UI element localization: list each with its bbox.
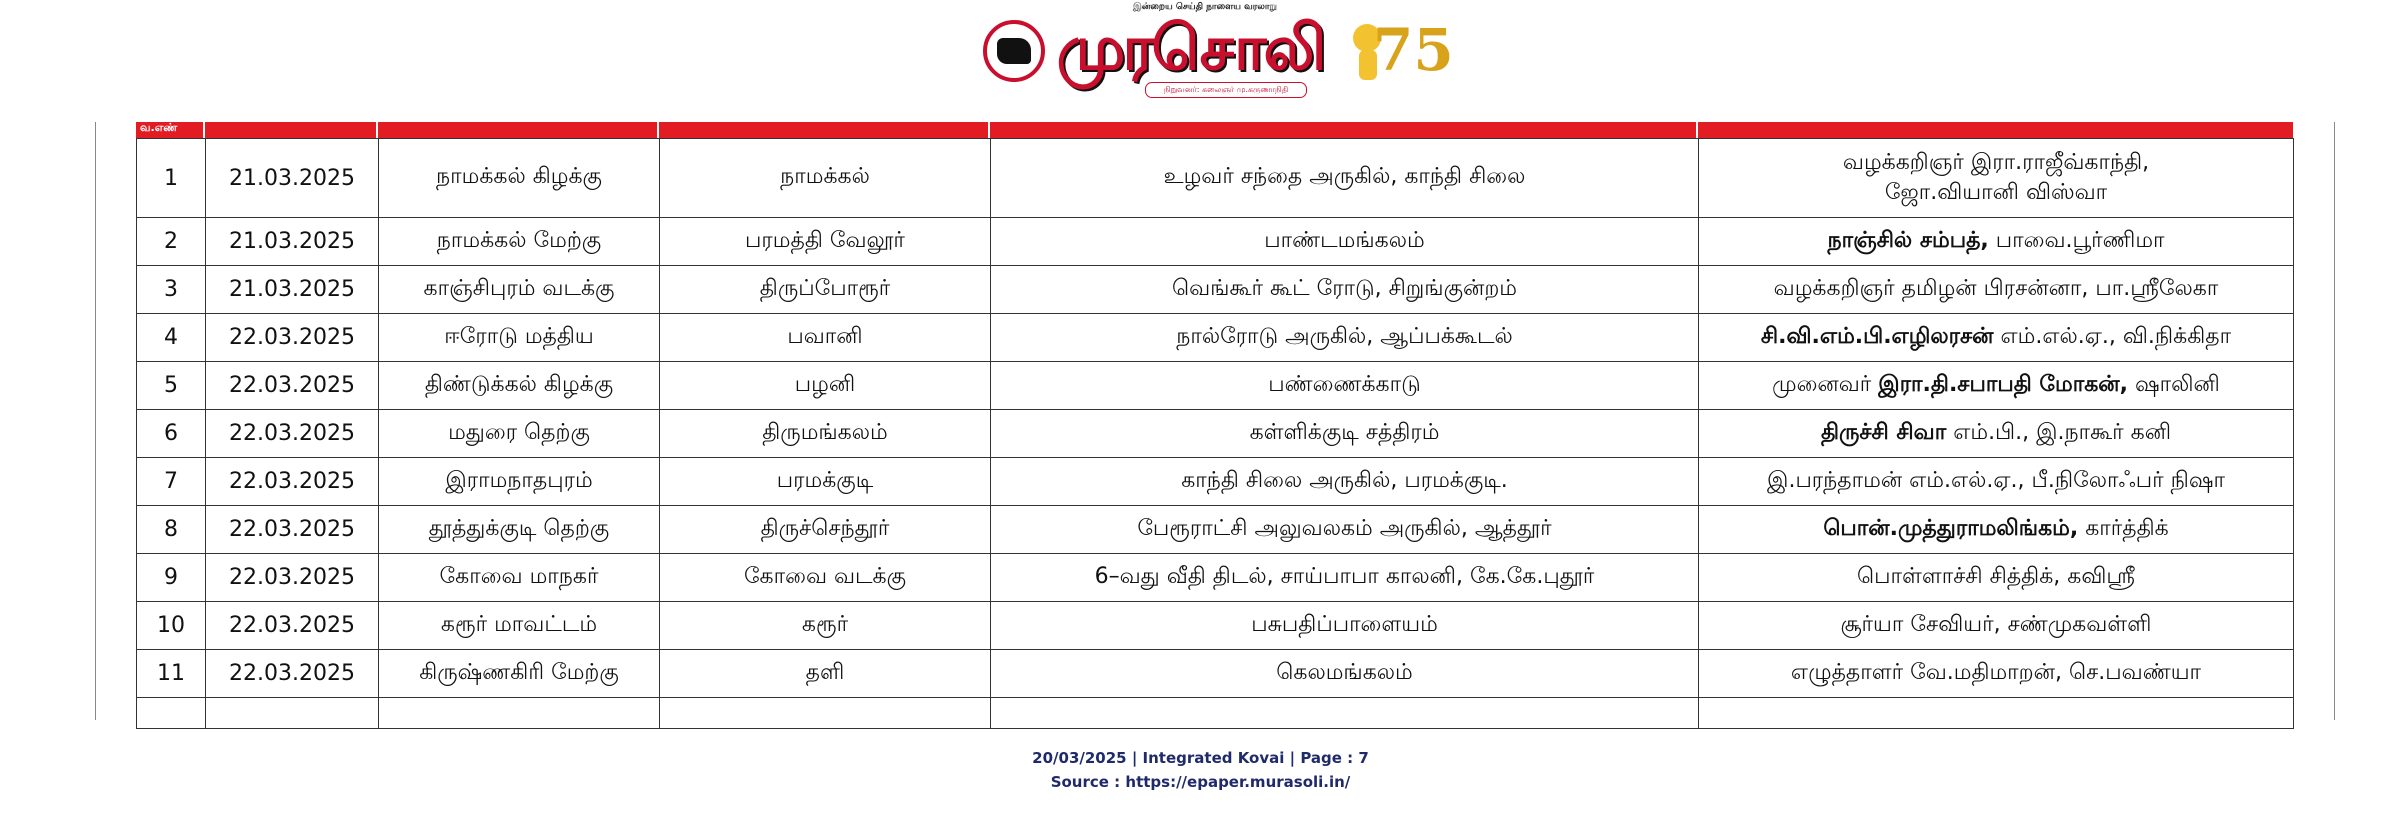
speakers <box>1699 139 2294 218</box>
meeting-date: 21.03.2025 <box>206 218 379 266</box>
meeting-schedule-table <box>136 138 2294 729</box>
serial-number: 5 <box>137 362 206 410</box>
schedule-table-region <box>95 122 2335 720</box>
speaker-rest: இ.பரந்தாமன் எம்.எல்.ஏ., பீ.நிலோஃபர் நிஷா <box>1767 467 2225 493</box>
speaker-prefix: முனைவர் <box>1772 371 1879 397</box>
empty-cell <box>206 698 379 729</box>
footer-source: Source : https://epaper.murasoli.in/ <box>1050 773 1351 791</box>
district: காஞ்சிபுரம் வடக்கு <box>379 266 660 314</box>
empty-cell <box>991 698 1699 729</box>
constituency: திருச்செந்தூர் <box>660 506 991 554</box>
constituency: கோவை வடக்கு <box>660 554 991 602</box>
masthead-tagline: இன்றைய செய்தி நாளைய வரலாறு <box>1132 2 1278 12</box>
speakers <box>1699 602 2294 650</box>
district: கிருஷ்ணகிரி மேற்கு <box>379 650 660 698</box>
empty-cell <box>660 698 991 729</box>
venue: பசுபதிப்பாளையம் <box>991 602 1699 650</box>
header-cell <box>990 122 1698 138</box>
table-row <box>137 554 2294 602</box>
speaker-rest: கார்த்திக் <box>2078 515 2169 541</box>
table-row <box>137 602 2294 650</box>
speaker-rest: வழக்கறிஞர் தமிழன் பிரசன்னா, பா.ஸ்ரீலேகா <box>1773 275 2219 301</box>
speakers <box>1699 410 2294 458</box>
table-row <box>137 139 2294 218</box>
speakers <box>1699 314 2294 362</box>
meeting-date: 22.03.2025 <box>206 650 379 698</box>
speaker-rest: எம்.பி., இ.நாகூர் கனி <box>1946 419 2172 445</box>
serial-number: 10 <box>137 602 206 650</box>
speakers-line-2: ஜோ.வியானி விஸ்வா <box>1884 180 2108 205</box>
venue: காந்தி சிலை அருகில், பரமக்குடி. <box>991 458 1699 506</box>
meeting-date: 22.03.2025 <box>206 362 379 410</box>
empty-cell <box>1699 698 2294 729</box>
district: கோவை மாநகர் <box>379 554 660 602</box>
serial-number: 2 <box>137 218 206 266</box>
constituency: திருப்போரூர் <box>660 266 991 314</box>
serial-number: 11 <box>137 650 206 698</box>
speakers <box>1699 266 2294 314</box>
header-cell <box>659 122 990 138</box>
table-row <box>137 362 2294 410</box>
anniversary-75-icon <box>1345 8 1454 90</box>
table-row <box>137 410 2294 458</box>
venue: பாண்டமங்கலம் <box>991 218 1699 266</box>
speakers <box>1699 554 2294 602</box>
meeting-date: 21.03.2025 <box>206 266 379 314</box>
speaker-rest: ஷாலினி <box>2127 371 2220 397</box>
speakers <box>1699 362 2294 410</box>
venue: கெலமங்கலம் <box>991 650 1699 698</box>
district: நாமக்கல் கிழக்கு <box>379 139 660 218</box>
speakers-line-1: வழக்கறிஞர் இரா.ராஜீவ்காந்தி, <box>1842 150 2150 175</box>
speakers <box>1699 506 2294 554</box>
district: கரூர் மாவட்டம் <box>379 602 660 650</box>
header-serial: வ.எண் <box>136 122 205 138</box>
speaker-rest: எழுத்தாளர் வே.மதிமாறன், செ.பவண்யா <box>1790 659 2202 685</box>
constituency: நாமக்கல் <box>660 139 991 218</box>
meeting-date: 22.03.2025 <box>206 458 379 506</box>
serial-number: 3 <box>137 266 206 314</box>
speaker-rest: பொள்ளாச்சி சித்திக், கவிஸ்ரீ <box>1857 563 2135 589</box>
venue: நால்ரோடு அருகில், ஆப்பக்கூடல் <box>991 314 1699 362</box>
table-row <box>137 458 2294 506</box>
meeting-date: 22.03.2025 <box>206 314 379 362</box>
venue: 6–வது வீதி திடல், சாய்பாபா காலனி, கே.கே.புதூர் <box>991 554 1699 602</box>
table-row <box>137 314 2294 362</box>
anniversary-number: 75 <box>1373 16 1454 84</box>
meeting-date: 22.03.2025 <box>206 410 379 458</box>
speakers <box>1699 650 2294 698</box>
header-cell <box>205 122 378 138</box>
header-cell <box>1698 122 2293 138</box>
header-cell <box>378 122 659 138</box>
table-header-strip <box>136 122 2293 138</box>
venue: பேரூராட்சி அலுவலகம் அருகில், ஆத்தூர் <box>991 506 1699 554</box>
serial-number: 9 <box>137 554 206 602</box>
venue: பண்ணைக்காடு <box>991 362 1699 410</box>
venue: கள்ளிக்குடி சத்திரம் <box>991 410 1699 458</box>
speaker-rest: சூர்யா சேவியர், சண்முகவள்ளி <box>1840 611 2152 637</box>
table-row <box>137 266 2294 314</box>
meeting-date: 21.03.2025 <box>206 139 379 218</box>
serial-number: 4 <box>137 314 206 362</box>
constituency: கரூர் <box>660 602 991 650</box>
founder-banner: நிறுவனர்: கலைஞர் மு.கருணாநிதி <box>1145 82 1307 98</box>
masthead <box>975 0 1454 105</box>
venue: உழவர் சந்தை அருகில், காந்தி சிலை <box>991 139 1699 218</box>
emblem-icon <box>983 20 1045 82</box>
district: ஈரோடு மத்திய <box>379 314 660 362</box>
speaker-bold: சி.வி.எம்.பி.எழிலரசன் <box>1760 323 1994 349</box>
constituency: பவானி <box>660 314 991 362</box>
serial-number: 7 <box>137 458 206 506</box>
speaker-rest: எம்.எல்.ஏ., வி.நிக்கிதா <box>1993 323 2232 349</box>
constituency: பழனி <box>660 362 991 410</box>
constituency: பரமக்குடி <box>660 458 991 506</box>
constituency: தளி <box>660 650 991 698</box>
speakers <box>1699 458 2294 506</box>
speaker-rest: பாவை.பூர்ணிமா <box>1988 227 2165 253</box>
meeting-date: 22.03.2025 <box>206 602 379 650</box>
empty-cell <box>137 698 206 729</box>
newspaper-logo: முரசொலி <box>1056 11 1324 84</box>
speaker-bold: திருச்சி சிவா <box>1820 419 1947 445</box>
footer-page-info: 20/03/2025 | Integrated Kovai | Page : 7 <box>1032 749 1369 767</box>
meeting-date: 22.03.2025 <box>206 554 379 602</box>
table-row <box>137 218 2294 266</box>
speaker-bold: நாஞ்சில் சம்பத், <box>1827 227 1989 253</box>
table-row-partial <box>137 698 2294 729</box>
venue: வெங்கூர் கூட் ரோடு, சிறுங்குன்றம் <box>991 266 1699 314</box>
district: நாமக்கல் மேற்கு <box>379 218 660 266</box>
serial-number: 1 <box>137 139 206 218</box>
speaker-bold: பொன்.முத்துராமலிங்கம், <box>1823 515 2079 541</box>
constituency: பரமத்தி வேலூர் <box>660 218 991 266</box>
speakers <box>1699 218 2294 266</box>
district: மதுரை தெற்கு <box>379 410 660 458</box>
district: இராமநாதபுரம் <box>379 458 660 506</box>
district: திண்டுக்கல் கிழக்கு <box>379 362 660 410</box>
serial-number: 6 <box>137 410 206 458</box>
serial-number: 8 <box>137 506 206 554</box>
constituency: திருமங்கலம் <box>660 410 991 458</box>
speaker-bold: இரா.தி.சபாபதி மோகன், <box>1878 371 2128 397</box>
meeting-date: 22.03.2025 <box>206 506 379 554</box>
empty-cell <box>379 698 660 729</box>
table-row <box>137 506 2294 554</box>
district: தூத்துக்குடி தெற்கு <box>379 506 660 554</box>
table-row <box>137 650 2294 698</box>
